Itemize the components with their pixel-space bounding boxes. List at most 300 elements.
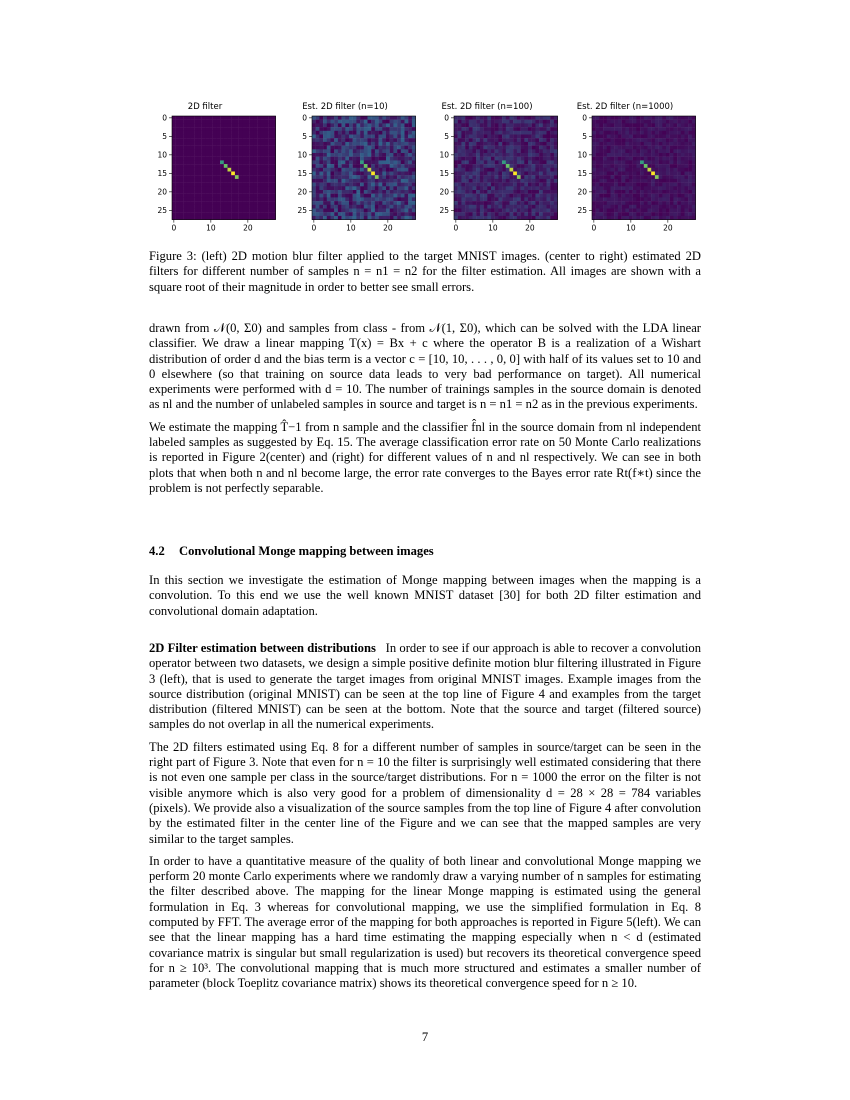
heatmap-cell	[458, 205, 462, 209]
heatmap-cell	[666, 179, 670, 183]
heatmap-cell	[473, 138, 477, 142]
heatmap-cell	[257, 135, 261, 139]
heatmap-cell	[618, 157, 622, 161]
heatmap-cell	[408, 135, 412, 139]
heatmap-cell	[677, 164, 681, 168]
heatmap-cell	[622, 157, 626, 161]
heatmap-cell	[547, 142, 551, 146]
heatmap-cell	[480, 212, 484, 216]
heatmap-cell	[521, 138, 525, 142]
heatmap-cell	[625, 209, 629, 213]
heatmap-cell	[524, 127, 528, 131]
heatmap-cell	[323, 205, 327, 209]
heatmap-cell	[692, 172, 696, 176]
heatmap-cell	[250, 172, 254, 176]
heatmap-cell	[659, 205, 663, 209]
heatmap-cell	[205, 190, 209, 194]
heatmap-cell	[513, 116, 517, 120]
heatmap-cell	[319, 168, 323, 172]
heatmap-cell	[179, 197, 183, 201]
heatmap-cell	[480, 160, 484, 164]
heatmap-cell	[375, 135, 379, 139]
heatmap-cell	[673, 127, 677, 131]
heatmap-cell	[502, 164, 506, 168]
heatmap-cell	[532, 183, 536, 187]
heatmap-cell	[592, 201, 596, 205]
heatmap-cell	[480, 190, 484, 194]
heatmap-cell	[338, 116, 342, 120]
heatmap-cell	[390, 175, 394, 179]
heatmap-cell	[261, 142, 265, 146]
heatmap-cell	[673, 149, 677, 153]
heatmap-cell	[524, 172, 528, 176]
heatmap-cell	[513, 216, 517, 220]
heatmap-cell	[194, 168, 198, 172]
heatmap-cell	[272, 175, 276, 179]
heatmap-cell	[517, 190, 521, 194]
heatmap-cell	[614, 205, 618, 209]
heatmap-cell	[532, 205, 536, 209]
heatmap-cell	[224, 146, 228, 150]
heatmap-cell	[250, 168, 254, 172]
heatmap-cell	[666, 149, 670, 153]
heatmap-cell	[611, 135, 615, 139]
heatmap-cell	[521, 201, 525, 205]
heatmap-cell	[473, 168, 477, 172]
heatmap-cell	[364, 120, 368, 124]
heatmap-cell	[596, 209, 600, 213]
heatmap-cell	[655, 175, 659, 179]
heatmap-cell	[487, 149, 491, 153]
heatmap-cell	[498, 168, 502, 172]
heatmap-cell	[231, 197, 235, 201]
heatmap-cell	[550, 201, 554, 205]
heatmap-cell	[213, 142, 217, 146]
heatmap-cell	[412, 201, 416, 205]
heatmap-cell	[194, 164, 198, 168]
heatmap-cell	[250, 186, 254, 190]
heatmap-cell	[194, 194, 198, 198]
heatmap-cell	[265, 190, 269, 194]
heatmap-cell	[502, 123, 506, 127]
heatmap-cell	[535, 183, 539, 187]
heatmap-cell	[228, 142, 232, 146]
heatmap-cell	[535, 186, 539, 190]
heatmap-cell	[356, 135, 360, 139]
heatmap-cell	[319, 123, 323, 127]
heatmap-cell	[268, 149, 272, 153]
heatmap-cell	[268, 153, 272, 157]
heatmap-cell	[692, 190, 696, 194]
heatmap-cell	[349, 216, 353, 220]
heatmap-cell	[334, 212, 338, 216]
heatmap-cell	[611, 146, 615, 150]
heatmap-cell	[386, 127, 390, 131]
heatmap-cell	[338, 216, 342, 220]
heatmap-cell	[228, 123, 232, 127]
heatmap-cell	[228, 175, 232, 179]
heatmap-cell	[484, 135, 488, 139]
heatmap-cell	[183, 175, 187, 179]
heatmap-cell	[198, 212, 202, 216]
heatmap-cell	[539, 201, 543, 205]
heatmap-cell	[506, 116, 510, 120]
heatmap-cell	[465, 186, 469, 190]
heatmap-cell	[673, 146, 677, 150]
heatmap-cell	[356, 149, 360, 153]
heatmap-cell	[502, 160, 506, 164]
heatmap-cell	[235, 168, 239, 172]
heatmap-cell	[397, 138, 401, 142]
heatmap-cell	[231, 168, 235, 172]
heatmap-cell	[390, 116, 394, 120]
heatmap-cell	[405, 201, 409, 205]
heatmap-cell	[205, 216, 209, 220]
heatmap-cell	[513, 164, 517, 168]
heatmap-cell	[327, 135, 331, 139]
heatmap-cell	[469, 142, 473, 146]
heatmap-cell	[550, 168, 554, 172]
heatmap-cell	[334, 216, 338, 220]
heatmap-cell	[622, 160, 626, 164]
heatmap-cell	[681, 209, 685, 213]
heatmap-cell	[524, 160, 528, 164]
heatmap-cell	[476, 135, 480, 139]
heatmap-cell	[502, 212, 506, 216]
heatmap-cell	[539, 146, 543, 150]
heatmap-cell	[331, 172, 335, 176]
heatmap-cell	[517, 149, 521, 153]
heatmap-cell	[633, 175, 637, 179]
heatmap-cell	[231, 186, 235, 190]
heatmap-cell	[640, 212, 644, 216]
heatmap-cell	[476, 172, 480, 176]
heatmap-cell	[216, 131, 220, 135]
heatmap-cell	[622, 205, 626, 209]
heatmap-cell	[596, 212, 600, 216]
heatmap-cell	[535, 142, 539, 146]
heatmap-cell	[191, 175, 195, 179]
heatmap-cell	[319, 201, 323, 205]
heatmap-cell	[673, 183, 677, 187]
heatmap-cell	[390, 138, 394, 142]
heatmap-cell	[364, 205, 368, 209]
heatmap-cell	[622, 175, 626, 179]
heatmap-cell	[412, 172, 416, 176]
heatmap-cell	[327, 142, 331, 146]
heatmap-cell	[379, 172, 383, 176]
heatmap-cell	[323, 164, 327, 168]
heatmap-cell	[327, 179, 331, 183]
heatmap-cell	[368, 197, 372, 201]
heatmap-cell	[521, 123, 525, 127]
heatmap-cell	[465, 197, 469, 201]
heatmap-cell	[498, 160, 502, 164]
heatmap-cell	[176, 179, 180, 183]
heatmap-cell	[220, 120, 224, 124]
heatmap-cell	[659, 146, 663, 150]
heatmap-cell	[242, 135, 246, 139]
heatmap-cell	[209, 201, 213, 205]
heatmap-cell	[253, 205, 257, 209]
heatmap-cell	[498, 201, 502, 205]
heatmap-cell	[327, 183, 331, 187]
heatmap-cell	[191, 168, 195, 172]
heatmap-cell	[469, 205, 473, 209]
heatmap-cell	[543, 179, 547, 183]
heatmap-cell	[246, 146, 250, 150]
heatmap-cell	[495, 216, 499, 220]
heatmap-cell	[498, 138, 502, 142]
heatmap-cell	[625, 146, 629, 150]
heatmap-cell	[360, 209, 364, 213]
heatmap-cell	[191, 153, 195, 157]
heatmap-cell	[636, 190, 640, 194]
heatmap-cell	[599, 149, 603, 153]
heatmap-cell	[640, 138, 644, 142]
heatmap-cell	[692, 116, 696, 120]
heatmap-cell	[685, 135, 689, 139]
heatmap-cell	[469, 168, 473, 172]
heatmap-cell	[371, 179, 375, 183]
heatmap-cell	[487, 179, 491, 183]
heatmap-cell	[239, 135, 243, 139]
heatmap-cell	[319, 212, 323, 216]
heatmap-cell	[491, 127, 495, 131]
heatmap-cell	[401, 186, 405, 190]
heatmap-cell	[205, 149, 209, 153]
heatmap-cell	[465, 153, 469, 157]
heatmap-cell	[382, 142, 386, 146]
heatmap-cell	[191, 172, 195, 176]
section-title: Convolutional Monge mapping between images	[179, 544, 434, 558]
heatmap-cell	[401, 197, 405, 201]
heatmap-cell	[655, 142, 659, 146]
heatmap-cell	[368, 190, 372, 194]
heatmap-cell	[644, 212, 648, 216]
heatmap-cell	[666, 138, 670, 142]
heatmap-cell	[528, 209, 532, 213]
heatmap-cell	[390, 164, 394, 168]
heatmap-cell	[465, 216, 469, 220]
heatmap-cell	[476, 142, 480, 146]
heatmap-cell	[349, 175, 353, 179]
heatmap-cell	[209, 135, 213, 139]
heatmap-cell	[521, 116, 525, 120]
heatmap-cell	[390, 190, 394, 194]
heatmap-cell	[261, 179, 265, 183]
heatmap-cell	[265, 138, 269, 142]
heatmap-cell	[209, 146, 213, 150]
heatmap-cell	[216, 183, 220, 187]
heatmap-cell	[659, 135, 663, 139]
heatmap-cell	[480, 149, 484, 153]
heatmap-cell	[257, 175, 261, 179]
heatmap-cell	[625, 212, 629, 216]
heatmap-cell	[528, 116, 532, 120]
heatmap-cell	[469, 123, 473, 127]
heatmap-cell	[539, 212, 543, 216]
heatmap-cell	[257, 168, 261, 172]
heatmap-cell	[510, 168, 514, 172]
heatmap-cell	[265, 216, 269, 220]
heatmap-cell	[611, 116, 615, 120]
heatmap-cell	[596, 157, 600, 161]
heatmap-cell	[316, 142, 320, 146]
heatmap-cell	[517, 153, 521, 157]
heatmap-cell	[622, 209, 626, 213]
heatmap-cell	[231, 209, 235, 213]
heatmap-cell	[268, 190, 272, 194]
heatmap-cell	[685, 216, 689, 220]
heatmap-cell	[338, 138, 342, 142]
heatmap-cell	[375, 142, 379, 146]
heatmap-cell	[205, 205, 209, 209]
heatmap-cell	[648, 209, 652, 213]
heatmap-cell	[469, 201, 473, 205]
heatmap-cell	[607, 190, 611, 194]
heatmap-cell	[213, 127, 217, 131]
heatmap-cell	[368, 179, 372, 183]
heatmap-cell	[371, 212, 375, 216]
heatmap-cell	[390, 205, 394, 209]
heatmap-cell	[312, 168, 316, 172]
heatmap-cell	[331, 123, 335, 127]
heatmap-cell	[183, 190, 187, 194]
heatmap-cell	[528, 212, 532, 216]
heatmap-cell	[253, 197, 257, 201]
heatmap-cell	[228, 138, 232, 142]
heatmap-cell	[498, 172, 502, 176]
heatmap-cell	[495, 183, 499, 187]
heatmap-cell	[356, 216, 360, 220]
heatmap-cell	[651, 131, 655, 135]
heatmap-cell	[353, 183, 357, 187]
heatmap-cell	[651, 146, 655, 150]
panel-title: 2D filter	[187, 102, 223, 112]
x-tick-label: 20	[525, 223, 535, 233]
heatmap-cell	[640, 197, 644, 201]
heatmap-cell	[603, 186, 607, 190]
heatmap-cell	[231, 172, 235, 176]
heatmap-cell	[554, 175, 558, 179]
heatmap-cell	[611, 212, 615, 216]
heatmap-cell	[331, 205, 335, 209]
heatmap-cell	[323, 120, 327, 124]
y-tick-label: 0	[162, 113, 167, 123]
heatmap-cell	[257, 157, 261, 161]
heatmap-cell	[187, 142, 191, 146]
heatmap-cell	[371, 197, 375, 201]
heatmap-cell	[469, 179, 473, 183]
heatmap-cell	[640, 116, 644, 120]
heatmap-cell	[487, 194, 491, 198]
heatmap-cell	[476, 205, 480, 209]
heatmap-cell	[498, 164, 502, 168]
heatmap-cell	[393, 216, 397, 220]
heatmap-cell	[272, 201, 276, 205]
heatmap-cell	[408, 142, 412, 146]
heatmap-cell	[360, 205, 364, 209]
heatmap-cell	[521, 142, 525, 146]
heatmap-cell	[644, 127, 648, 131]
heatmap-cell	[386, 190, 390, 194]
heatmap-cell	[187, 168, 191, 172]
heatmap-cell	[659, 183, 663, 187]
heatmap-cell	[554, 116, 558, 120]
heatmap-cell	[179, 164, 183, 168]
heatmap-cell	[353, 190, 357, 194]
heatmap-cell	[257, 160, 261, 164]
heatmap-cell	[677, 157, 681, 161]
heatmap-cell	[480, 164, 484, 168]
heatmap-cell	[342, 135, 346, 139]
heatmap-cell	[257, 183, 261, 187]
heatmap-cell	[636, 205, 640, 209]
heatmap-cell	[673, 160, 677, 164]
heatmap-cell	[375, 153, 379, 157]
heatmap-cell	[187, 183, 191, 187]
heatmap-cell	[213, 157, 217, 161]
heatmap-cell	[191, 179, 195, 183]
heatmap-cell	[179, 146, 183, 150]
heatmap-cell	[592, 120, 596, 124]
heatmap-cell	[506, 186, 510, 190]
heatmap-cell	[625, 186, 629, 190]
heatmap-cell	[513, 194, 517, 198]
heatmap-cell	[265, 123, 269, 127]
heatmap-cell	[268, 179, 272, 183]
heatmap-cell	[235, 164, 239, 168]
heatmap-cell	[401, 164, 405, 168]
heatmap-cell	[502, 190, 506, 194]
heatmap-cell	[517, 146, 521, 150]
heatmap-cell	[176, 201, 180, 205]
heatmap-cell	[334, 146, 338, 150]
heatmap-cell	[316, 164, 320, 168]
heatmap-cell	[360, 160, 364, 164]
heatmap-cell	[368, 142, 372, 146]
heatmap-cell	[334, 127, 338, 131]
heatmap-cell	[469, 153, 473, 157]
heatmap-cell	[405, 194, 409, 198]
heatmap-cell	[386, 183, 390, 187]
heatmap-cell	[397, 216, 401, 220]
heatmap-cell	[622, 131, 626, 135]
heatmap-cell	[239, 149, 243, 153]
heatmap-cell	[510, 153, 514, 157]
heatmap-cell	[261, 175, 265, 179]
heatmap-cell	[338, 123, 342, 127]
heatmap-cell	[528, 123, 532, 127]
heatmap-cell	[662, 172, 666, 176]
heatmap-cell	[397, 149, 401, 153]
heatmap-cell	[685, 190, 689, 194]
heatmap-cell	[253, 194, 257, 198]
panel-title: Est. 2D filter (n=100)	[441, 102, 533, 112]
heatmap-cell	[543, 201, 547, 205]
heatmap-cell	[360, 212, 364, 216]
heatmap-cell	[250, 146, 254, 150]
heatmap-cell	[342, 149, 346, 153]
heatmap-cell	[592, 179, 596, 183]
heatmap-cell	[408, 172, 412, 176]
heatmap-cell	[408, 146, 412, 150]
heatmap-cell	[611, 172, 615, 176]
heatmap-cell	[194, 209, 198, 213]
heatmap-cell	[312, 127, 316, 131]
heatmap-cell	[491, 168, 495, 172]
